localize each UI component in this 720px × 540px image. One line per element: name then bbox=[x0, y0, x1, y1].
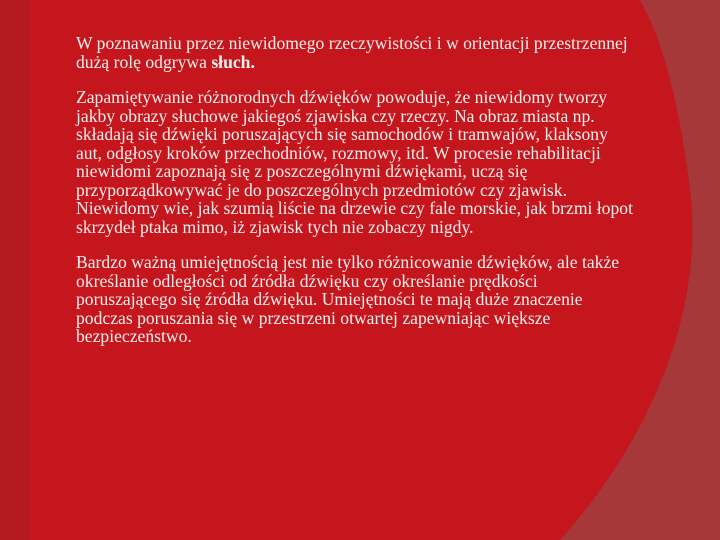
paragraph-1-text: W poznawaniu przez niewidomego rzeczywistości i w orientacji przestrzennej dużą rolę odgrywa bbox=[76, 33, 628, 72]
paragraph-2: Zapamiętywanie różnorodnych dźwięków powoduje, że niewidomy tworzy jakby obrazy słuchowe jakiegoś zjawiska czy rzeczy. Na obraz miasta np. składają się dźwięki poruszających się samochodów i tramwajów, klaksony aut, odgłosy kroków przechodniów, rozmowy, itd. W procesie rehabilitacji niewidomi zapoznają się z poszczególnymi dźwiękami, uczą się przyporządkowywać je do poszczególnych przedmiotów czy zjawisk. Niewidomy wie, jak szumią liście na drzewie czy fale morskie, jak brzmi łopot skrzydeł ptaka mimo, iż zjawisk tych nie zobaczy nigdy. bbox=[76, 87, 633, 237]
slide-body-text bbox=[76, 34, 636, 346]
paragraph-1 bbox=[76, 34, 636, 71]
background-left-shade bbox=[0, 0, 30, 540]
paragraph-3: Bardzo ważną umiejętnością jest nie tylko różnicowanie dźwięków, ale także określanie odległości od źródła dźwięku czy określanie prędkości poruszającego się źródła dźwięku. Umiejętności te mają duże znaczenie podczas poruszania się w przestrzeni otwartej zapewniając większe bezpieczeństwo. bbox=[76, 252, 620, 346]
paragraph-1-bold-word: słuch. bbox=[211, 51, 255, 72]
